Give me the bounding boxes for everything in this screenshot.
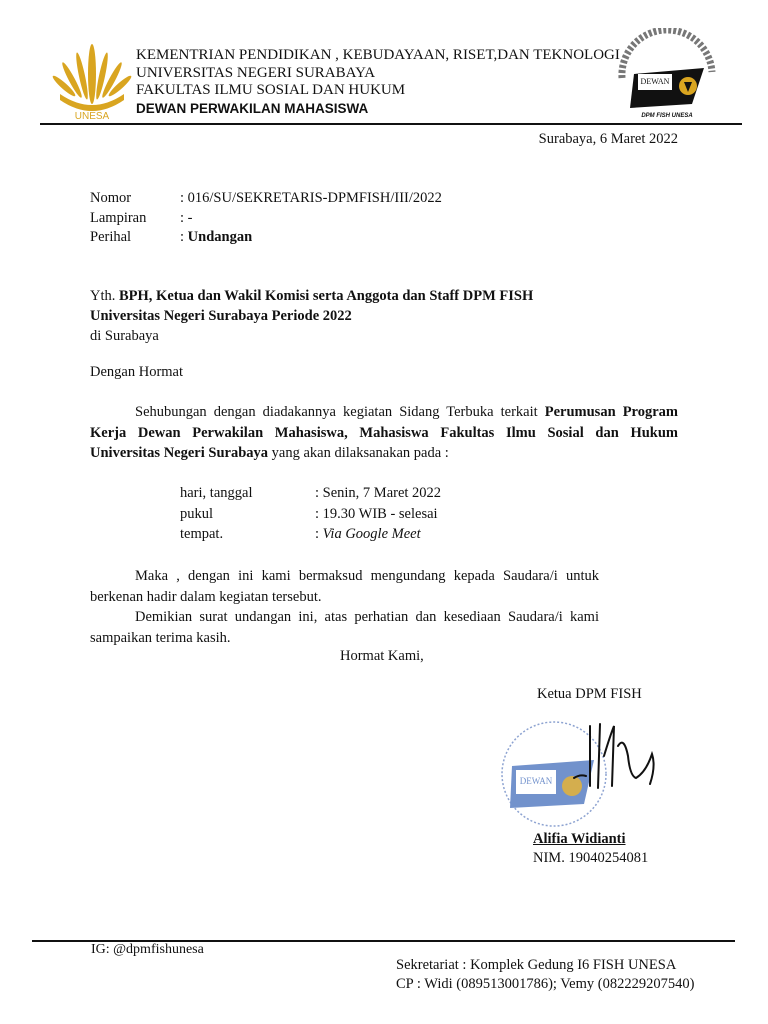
stamp-text: DEWAN	[519, 776, 553, 786]
body-paragraph-1	[90, 402, 678, 464]
event-place-colon: :	[315, 526, 323, 542]
body-paragraph-2: Maka , dengan ini kami bermaksud mengundang kepada Saudara/i untuk berkenan hadir dalam kegiatan tersebut.	[90, 568, 599, 605]
event-place-label: tempat.	[180, 526, 224, 542]
dpm-logo-caption: DPM FISH UNESA	[641, 113, 693, 119]
letter-date: Surabaya, 6 Maret 2022	[538, 131, 678, 147]
dpm-logo	[618, 28, 716, 120]
meta-lampiran-value: : -	[180, 209, 193, 226]
recipient-line1: BPH, Ketua dan Wakil Komisi serta Anggota dan Staff DPM FISH	[119, 288, 534, 304]
footer-instagram: IG: @dpmfishunesa	[91, 942, 204, 957]
letterhead-faculty: FAKULTAS ILMU SOSIAL DAN HUKUM	[136, 82, 406, 98]
meta-lampiran	[90, 209, 442, 229]
meta-lampiran-label: Lampiran	[90, 209, 147, 226]
event-time	[180, 504, 441, 525]
closing: Hormat Kami,	[340, 648, 424, 664]
unesa-logo-text: UNESA	[74, 111, 110, 122]
greeting: Dengan Hormat	[90, 364, 184, 380]
meta-nomor	[90, 189, 442, 209]
letter-meta	[90, 189, 442, 248]
letterhead	[136, 47, 620, 117]
signer-block	[533, 830, 648, 868]
meta-nomor-value: : 016/SU/SEKRETARIS-DPMFISH/III/2022	[180, 190, 442, 206]
header-divider	[40, 123, 742, 125]
letterhead-university: UNIVERSITAS NEGERI SURABAYA	[136, 64, 376, 81]
event-place-value: Via Google Meet	[322, 526, 421, 542]
signer-title: Ketua DPM FISH	[537, 686, 642, 702]
body-paragraph-3: Demikian surat undangan ini, atas perhatian dan kesediaan Saudara/i kami sampaikan terima kasih.	[90, 609, 599, 646]
event-place	[180, 524, 441, 545]
recipient-prefix: Yth.	[90, 288, 119, 304]
body1-text-a: Sehubungan dengan diadakannya kegiatan Sidang Terbuka terkait	[135, 404, 545, 420]
body1-text-bold: Perumusan Program Kerja Dewan Perwakilan Mahasiswa, Mahasiswa Fakultas Ilmu Sosial dan Hukum Universitas Negeri Surabaya	[90, 404, 678, 461]
unesa-logo	[50, 34, 134, 122]
meta-perihal-label: Perihal	[90, 229, 132, 245]
body1-text-b: yang akan dilaksanakan pada :	[268, 445, 449, 461]
letterhead-org: DEWAN PERWAKILAN MAHASISWA	[136, 100, 369, 116]
event-day-value: : Senin, 7 Maret 2022	[315, 485, 442, 501]
letterhead-ministry: KEMENTRIAN PENDIDIKAN , KEBUDAYAAN, RISET,DAN TEKNOLOGI	[136, 47, 620, 63]
recipient-block	[90, 286, 533, 346]
recipient-line2: Universitas Negeri Surabaya Periode 2022	[90, 308, 352, 324]
dpm-logo-text: DEWAN	[640, 77, 670, 86]
event-day	[180, 483, 441, 504]
signer-nim: NIM. 19040254081	[533, 850, 649, 866]
event-day-label: hari, tanggal	[180, 485, 253, 501]
footer-address-block	[396, 956, 694, 994]
signer-name: Alifia Widianti	[533, 831, 626, 847]
footer-address: Sekretariat : Komplek Gedung I6 FISH UNESA	[396, 957, 677, 973]
meta-perihal-value: Undangan	[187, 229, 253, 245]
event-details	[180, 483, 441, 545]
signature	[560, 716, 670, 806]
recipient-line3: di Surabaya	[90, 328, 159, 344]
event-time-label: pukul	[180, 505, 214, 522]
meta-nomor-label: Nomor	[90, 190, 132, 206]
meta-perihal	[90, 228, 442, 248]
event-time-value: : 19.30 WIB - selesai	[315, 505, 438, 522]
footer-contact: CP : Widi (089513001786); Vemy (082229207540)	[396, 976, 695, 992]
meta-perihal-colon: :	[180, 229, 188, 245]
